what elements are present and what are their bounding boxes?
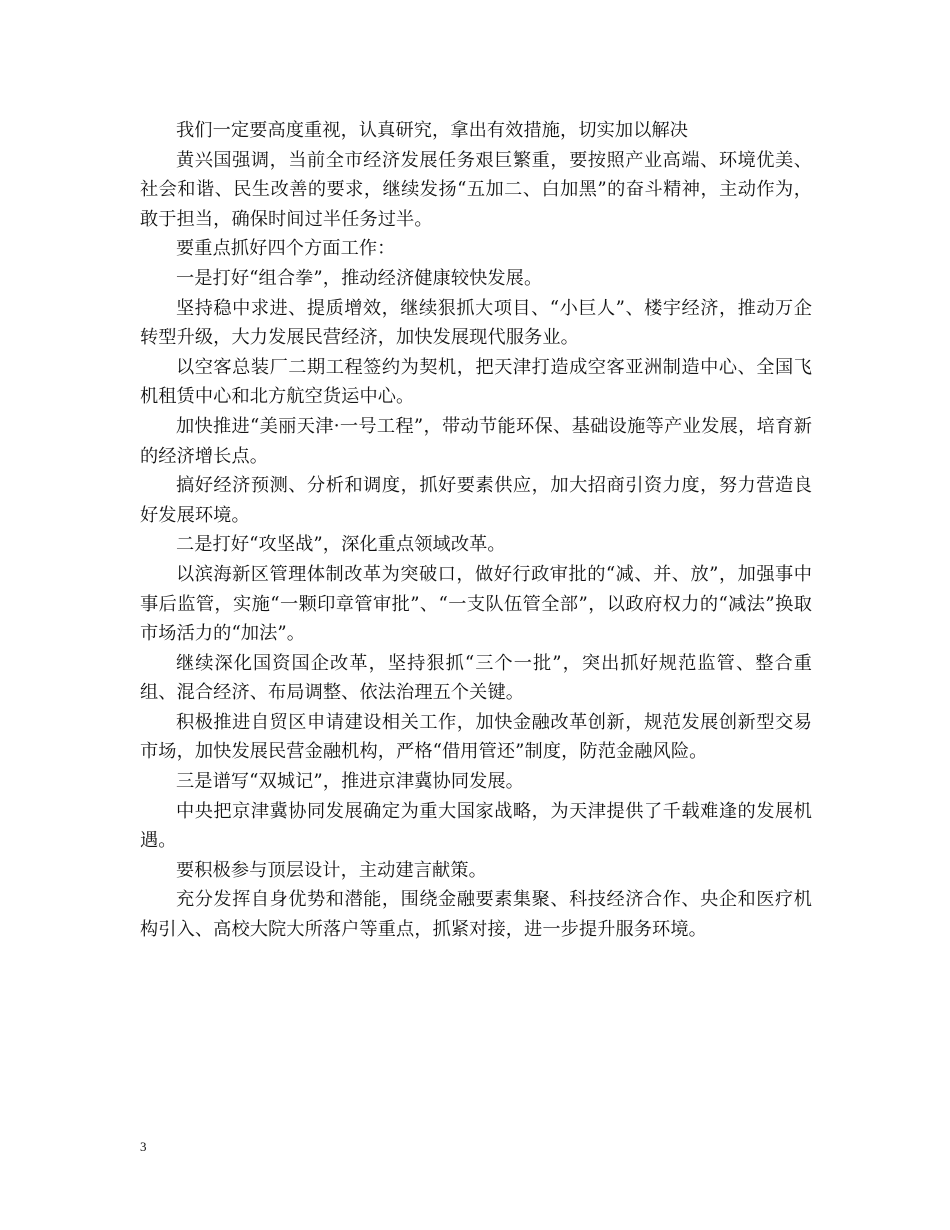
paragraph: 二是打好“攻坚战”，深化重点领域改革。 bbox=[176, 534, 506, 556]
paragraph: 充分发挥自身优势和潜能，围绕金融要素集聚、科技经济合作、央企和医疗机构引入、高校大院大所落户等重点，抓紧对接，进一步提升服务环境。 bbox=[140, 889, 812, 941]
paragraph: 三是谱写“双城记”，推进京津冀协同发展。 bbox=[176, 771, 524, 793]
paragraph: 我们一定要高度重视，认真研究，拿出有效措施，切实加以解决 bbox=[176, 120, 689, 141]
paragraph: 要重点抓好四个方面工作： bbox=[176, 238, 396, 260]
paragraph: 以滨海新区管理体制改革为突破口，做好行政审批的“减、并、放”，加强事中事后监管，实施“一颗印章管审批”、“一支队伍管全部”，以政府权力的“减法”换取市场活力的“加法”。 bbox=[140, 563, 812, 645]
paragraph: 黄兴国强调，当前全市经济发展任务艰巨繁重，要按照产业高端、环境优美、社会和谐、民生改善的要求，继续发扬“五加二、白加黑”的奋斗精神，主动作为，敢于担当，确保时间过半任务过半。 bbox=[140, 149, 812, 230]
paragraph: 搞好经济预测、分析和调度，抓好要素供应，加大招商引资力度，努力营造良好发展环境。 bbox=[140, 475, 812, 526]
paragraph: 加快推进“美丽天津·一号工程”，带动节能环保、基础设施等产业发展，培育新的经济增长点。 bbox=[140, 415, 812, 467]
paragraph: 积极推进自贸区申请建设相关工作，加快金融改革创新，规范发展创新型交易市场，加快发展民营金融机构，严格“借用管还”制度，防范金融风险。 bbox=[140, 711, 812, 763]
paragraph: 坚持稳中求进、提质增效，继续狠抓大项目、“小巨人”、楼宇经济，推动万企转型升级，大力发展民营经济，加快发展现代服务业。 bbox=[140, 297, 812, 349]
paragraph: 继续深化国资国企改革，坚持狠抓“三个一批”，突出抓好规范监管、整合重组、混合经济、布局调整、依法治理五个关键。 bbox=[140, 652, 812, 704]
page-number: 3 bbox=[140, 1139, 147, 1154]
paragraph: 一是打好“组合拳”，推动经济健康较快发展。 bbox=[176, 267, 543, 289]
document-body bbox=[140, 116, 812, 945]
paragraph: 要积极参与顶层设计，主动建言献策。 bbox=[176, 859, 487, 881]
paragraph: 中央把京津冀协同发展确定为重大国家战略，为天津提供了千载难逢的发展机遇。 bbox=[140, 800, 812, 852]
paragraph: 以空客总装厂二期工程签约为契机，把天津打造成空客亚洲制造中心、全国飞机租赁中心和北方航空货运中心。 bbox=[140, 356, 812, 408]
